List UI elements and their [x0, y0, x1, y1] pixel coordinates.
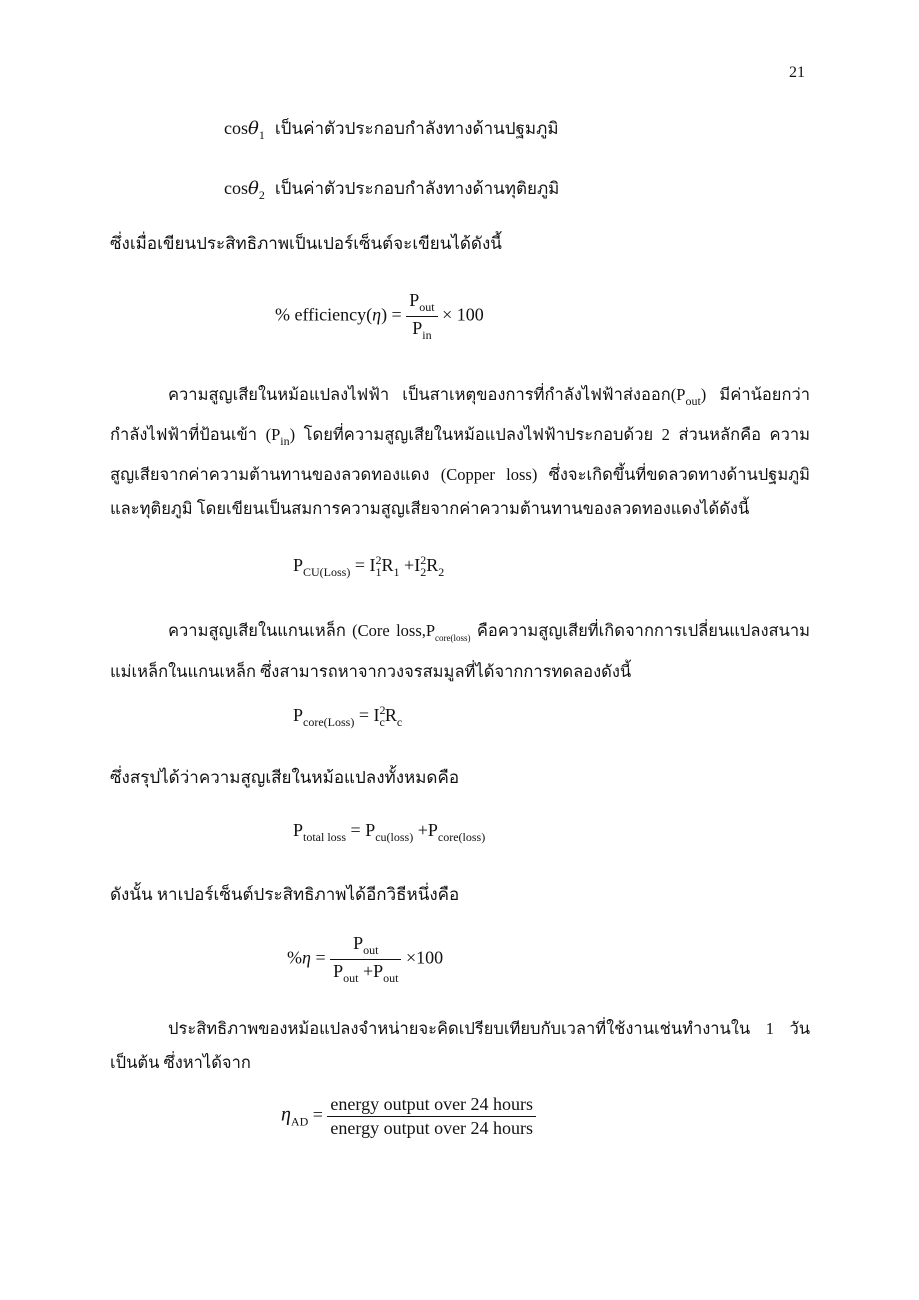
para-text: ความสูญเสียในหม้อแปลงไฟฟ้า เป็นสาเหตุของการที่กำลังไฟฟ้าส่งออก(P — [168, 385, 686, 404]
para-text: ) โดยที่ความสูญเสียในหม้อแปลงไฟฟ้าประกอบด้วย 2 ส่วนหลักคือ ความสูญเสียจากค่าความต้านทานของลวดทองแดง (Copper loss) ซึ่งจะเกิดขึ้นที่ขดลวดทางด้านปฐมภูมิและทุติยภูมิ โดยเขียนเป็นสมการความสูญเสียจากค่าความต้านทานของลวดทองแดงได้ดังนี้ — [110, 425, 810, 518]
p-sub: core(loss) — [437, 830, 486, 844]
intro-text: ซึ่งเมื่อเขียนประสิทธิภาพเป็นเปอร์เซ็นต์จะเขียนได้ดังนี้ — [110, 234, 502, 253]
times-100: ×100 — [405, 947, 444, 968]
cos-term: cos — [224, 178, 248, 198]
sub: 1 — [393, 565, 400, 579]
subscript: 2 — [258, 188, 265, 202]
i-symbol: I — [373, 705, 380, 725]
p-symbol: P — [293, 820, 304, 840]
percent-sign: % — [287, 947, 302, 968]
summary-text: ซึ่งสรุปได้ว่าความสูญเสียในหม้อแปลงทั้งหมดคือ — [110, 768, 460, 787]
p-symbol: P — [365, 820, 376, 840]
numerator-sub: out — [419, 300, 435, 314]
equals: = — [354, 555, 366, 575]
i-symbol: I — [369, 555, 376, 575]
p-symbol: P — [293, 555, 304, 575]
sup: 2 — [375, 553, 382, 567]
p-sub: total loss — [303, 830, 347, 844]
p-symbol: P — [293, 705, 304, 725]
equation-core-loss — [293, 703, 402, 730]
alternative-text: ดังนั้น หาเปอร์เซ็นต์ประสิทธิภาพได้อีกวิธีหนึ่งคือ — [110, 885, 460, 904]
i-symbol: I — [414, 555, 421, 575]
denominator-sub: in — [422, 328, 432, 342]
definition-text: เป็นค่าตัวประกอบกำลังทางด้านปฐมภูมิ — [274, 119, 559, 138]
r-symbol: R — [384, 705, 397, 725]
equals: = — [358, 705, 369, 725]
para-text: ประสิทธิภาพของหม้อแปลงจำหน่ายจะคิดเปรียบเทียบกับเวลาที่ใช้งานเช่นทำงานใน 1 วัน เป็นต้น ซึ่งหาได้จาก — [110, 1019, 810, 1072]
sub: c — [396, 715, 403, 729]
equation-efficiency — [275, 290, 484, 343]
p-sub: core(Loss) — [303, 715, 355, 729]
sup: 2 — [420, 553, 427, 567]
denominator-p: P — [412, 318, 423, 338]
denominator-sub: out — [383, 971, 399, 985]
sup: 2 — [379, 703, 386, 717]
sub: c — [379, 715, 385, 729]
eta-symbol: η — [302, 947, 311, 968]
equals: = — [315, 947, 326, 968]
para-text: ) มีค่าน้อยกว่ากำลังไฟฟ้าที่ป้อนเข้า (P — [110, 385, 810, 444]
sub-ad: AD — [290, 1114, 309, 1129]
para-text: ความสูญเสียในแกนเหล็ก (Core loss,P — [168, 621, 436, 640]
sub: 1 — [375, 565, 382, 579]
denominator-sub: out — [343, 971, 359, 985]
eq-lhs-prefix: % efficiency( — [275, 304, 373, 325]
equals: = — [350, 820, 361, 840]
equation-copper-loss — [293, 553, 444, 580]
denominator-p: P — [333, 961, 344, 981]
eta-symbol: η — [281, 1103, 291, 1126]
denominator-p: P — [373, 961, 384, 981]
numerator-text: energy output over 24 hours — [327, 1094, 536, 1117]
paragraph-all-day — [110, 1012, 810, 1080]
efficiency2-fraction — [330, 933, 401, 986]
sub: 2 — [420, 565, 427, 579]
numerator-p: P — [409, 290, 420, 310]
times-100: × 100 — [442, 304, 484, 325]
numerator-sub: out — [363, 943, 379, 957]
theta-symbol: θ — [248, 178, 259, 199]
p-sub: cu(loss) — [375, 830, 414, 844]
equals: = — [312, 1104, 323, 1125]
r-symbol: R — [426, 555, 439, 575]
plus: + — [417, 820, 428, 840]
denominator-text: energy output over 24 hours — [330, 1118, 534, 1138]
cos-term: cos — [224, 118, 248, 138]
definition-cos-theta-2 — [224, 178, 559, 203]
sub-in: in — [280, 434, 290, 448]
p-symbol: P — [427, 820, 438, 840]
p-sub: CU(Loss) — [303, 565, 351, 579]
eq-lhs-suffix: ) = — [381, 304, 402, 325]
plus: + — [404, 555, 415, 575]
eta-symbol: η — [372, 304, 382, 325]
equation-all-day — [281, 1094, 536, 1139]
sub-core-loss: core(loss) — [435, 633, 471, 643]
page-number: 21 — [789, 64, 805, 81]
para-text: คือความสูญเสียที่เกิดจากการเปลี่ยนแปลงสนามแม่เหล็กในแกนเหล็ก ซึ่งสามารถหาจากวงจรสมมูลที่ได้จากการทดลองดังนี้ — [110, 621, 810, 681]
equation-efficiency-2 — [287, 933, 443, 986]
paragraph-core-loss — [110, 614, 810, 689]
paragraph-losses — [110, 378, 810, 526]
definition-text: เป็นค่าตัวประกอบกำลังทางด้านทุติยภูมิ — [274, 179, 560, 198]
numerator-p: P — [353, 933, 364, 953]
r-symbol: R — [381, 555, 394, 575]
equation-total-loss — [293, 820, 485, 845]
sub: 2 — [438, 565, 445, 579]
subscript: 1 — [258, 128, 265, 142]
all-day-fraction — [327, 1094, 536, 1139]
plus: + — [362, 961, 374, 981]
theta-symbol: θ — [248, 118, 259, 139]
sub-out: out — [685, 394, 701, 408]
efficiency-fraction — [406, 290, 437, 343]
definition-cos-theta-1 — [224, 118, 559, 143]
